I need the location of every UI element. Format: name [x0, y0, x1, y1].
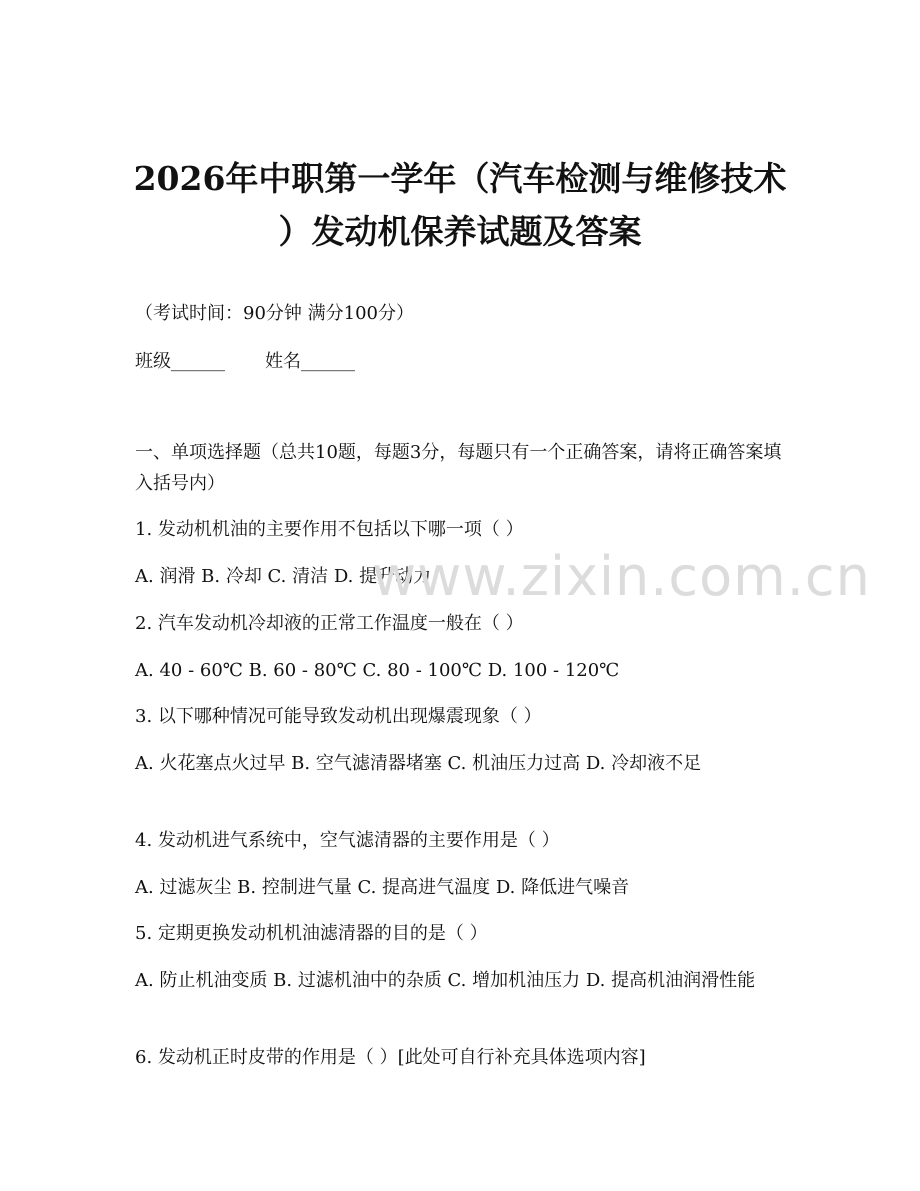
- document-title: [100, 152, 820, 258]
- question-stem-6: 6. 发动机正时皮带的作用是（ ）[此处可自行补充具体选项内容]: [135, 1047, 646, 1068]
- question-stem-3: 3. 以下哪种情况可能导致发动机出现爆震现象（ ）: [135, 706, 542, 727]
- title-line-1: 2026年中职第一学年（汽车检测与维修技术: [133, 159, 787, 198]
- question-options-1: A. 润滑 B. 冷却 C. 清洁 D. 提升动力: [135, 566, 432, 587]
- title-line-2: ）发动机保养试题及答案: [278, 212, 642, 251]
- watermark: www.zixin.com.cn: [372, 545, 871, 608]
- question-stem-5: 5. 定期更换发动机机油滤清器的目的是（ ）: [135, 923, 488, 944]
- student-info: 班级______ 姓名______: [135, 351, 356, 372]
- question-stem-1: 1. 发动机机油的主要作用不包括以下哪一项（ ）: [135, 519, 524, 540]
- question-stem-2: 2. 汽车发动机冷却液的正常工作温度一般在（ ）: [135, 613, 524, 634]
- section-heading: 一、单项选择题（总共10题，每题3分，每题只有一个正确答案，请将正确答案填入括号内）: [135, 442, 782, 494]
- question-options-3: A. 火花塞点火过早 B. 空气滤清器堵塞 C. 机油压力过高 D. 冷却液不足: [135, 753, 702, 774]
- exam-info: （考试时间：90分钟 满分100分）: [135, 303, 414, 324]
- question-options-4: A. 过滤灰尘 B. 控制进气量 C. 提高进气温度 D. 降低进气噪音: [135, 877, 630, 898]
- question-options-5: A. 防止机油变质 B. 过滤机油中的杂质 C. 增加机油压力 D. 提高机油润滑性能: [135, 970, 756, 991]
- question-options-2: A. 40 - 60℃ B. 60 - 80℃ C. 80 - 100℃ D. 100 - 120℃: [135, 660, 620, 681]
- question-stem-4: 4. 发动机进气系统中，空气滤清器的主要作用是（ ）: [135, 830, 560, 851]
